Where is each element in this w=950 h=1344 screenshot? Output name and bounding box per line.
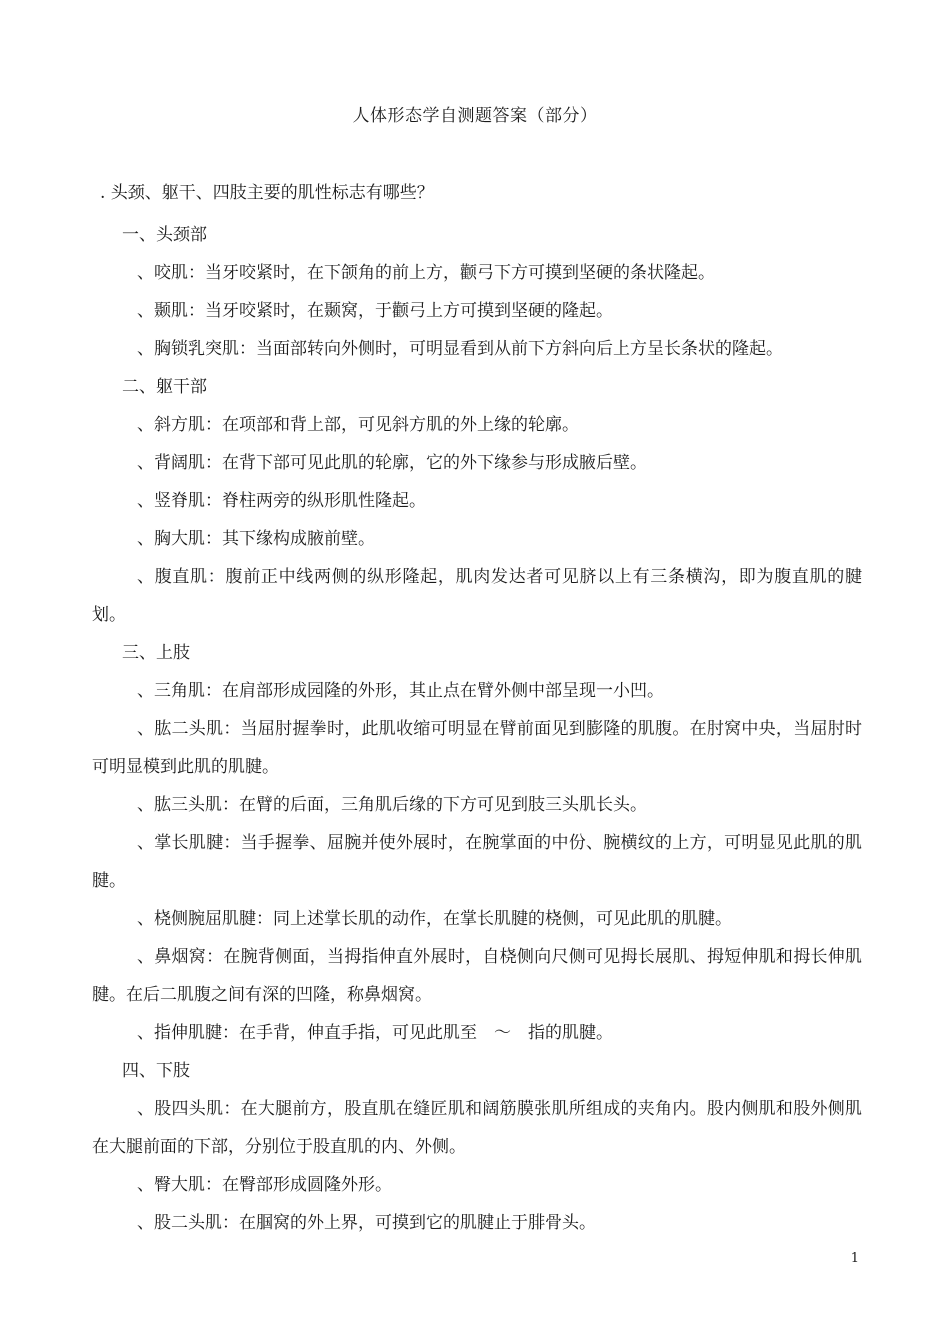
list-item: 、斜方肌：在项部和背上部，可见斜方肌的外上缘的轮廓。 (137, 415, 579, 435)
list-item: 、鼻烟窝：在腕背侧面，当拇指伸直外展时，自桡侧向尺侧可见拇长展肌、拇短伸肌和拇长伸肌腱。在后二肌腹之间有深的凹隆，称鼻烟窝。 (92, 947, 862, 1005)
document-title: 人体形态学自测题答案（部分） (352, 106, 598, 126)
list-item: 、胸大肌：其下缘构成腋前壁。 (137, 529, 375, 549)
section-heading: 二、躯干部 (122, 377, 207, 397)
list-item: 、股二头肌：在腘窝的外上界，可摸到它的肌腱止于腓骨头。 (137, 1213, 596, 1233)
list-item: 、指伸肌腱：在手背，伸直手指，可见此肌至 ～ 指的肌腱。 (137, 1023, 613, 1043)
list-item: 、肱二头肌：当屈肘握拳时，此肌收缩可明显在臂前面见到膨隆的肌腹。在肘窝中央，当屈肘时可明显模到此肌的肌腱。 (92, 719, 862, 777)
list-item: 、掌长肌腱：当手握拳、屈腕并使外展时，在腕掌面的中份、腕横纹的上方，可明显见此肌的肌腱。 (92, 833, 862, 891)
list-item: 、腹直肌：腹前正中线两侧的纵形隆起，肌肉发达者可见脐以上有三条横沟，即为腹直肌的腱划。 (92, 567, 862, 625)
section-upper-limb (92, 634, 862, 1052)
list-item: 、背阔肌：在背下部可见此肌的轮廓，它的外下缘参与形成腋后壁。 (137, 453, 647, 473)
list-item: 、竖脊肌：脊柱两旁的纵形肌性隆起。 (137, 491, 426, 511)
section-head-neck (92, 216, 862, 368)
list-item: 、股四头肌：在大腿前方，股直肌在缝匠肌和阔筋膜张肌所组成的夹角内。股内侧肌和股外侧肌在大腿前面的下部，分别位于股直肌的内、外侧。 (92, 1099, 862, 1157)
list-item: 、桡侧腕屈肌腱：同上述掌长肌的动作，在掌长肌腱的桡侧，可见此肌的肌腱。 (137, 909, 732, 929)
list-item: 、胸锁乳突肌：当面部转向外侧时，可明显看到从前下方斜向后上方呈长条状的隆起。 (137, 339, 783, 359)
list-item: 、臀大肌：在臀部形成圆隆外形。 (137, 1175, 392, 1195)
list-item: 、颞肌：当牙咬紧时，在颞窝，于颧弓上方可摸到坚硬的隆起。 (137, 301, 613, 321)
answer-content (92, 216, 862, 1242)
section-heading: 一、头颈部 (122, 225, 207, 245)
page-number: 1 (850, 1251, 859, 1266)
section-trunk (92, 368, 862, 634)
list-item: 、肱三头肌：在臂的后面，三角肌后缘的下方可见到肢三头肌长头。 (137, 795, 647, 815)
list-item: 、咬肌：当牙咬紧时，在下颌角的前上方，颧弓下方可摸到坚硬的条状隆起。 (137, 263, 715, 283)
list-item: 、三角肌：在肩部形成园隆的外形，其止点在臂外侧中部呈现一小凹。 (137, 681, 664, 701)
section-heading: 四、下肢 (122, 1061, 190, 1081)
section-lower-limb (92, 1052, 862, 1242)
section-heading: 三、上肢 (122, 643, 190, 663)
question-text: . 头颈、躯干、四肢主要的肌性标志有哪些？ (100, 183, 434, 203)
